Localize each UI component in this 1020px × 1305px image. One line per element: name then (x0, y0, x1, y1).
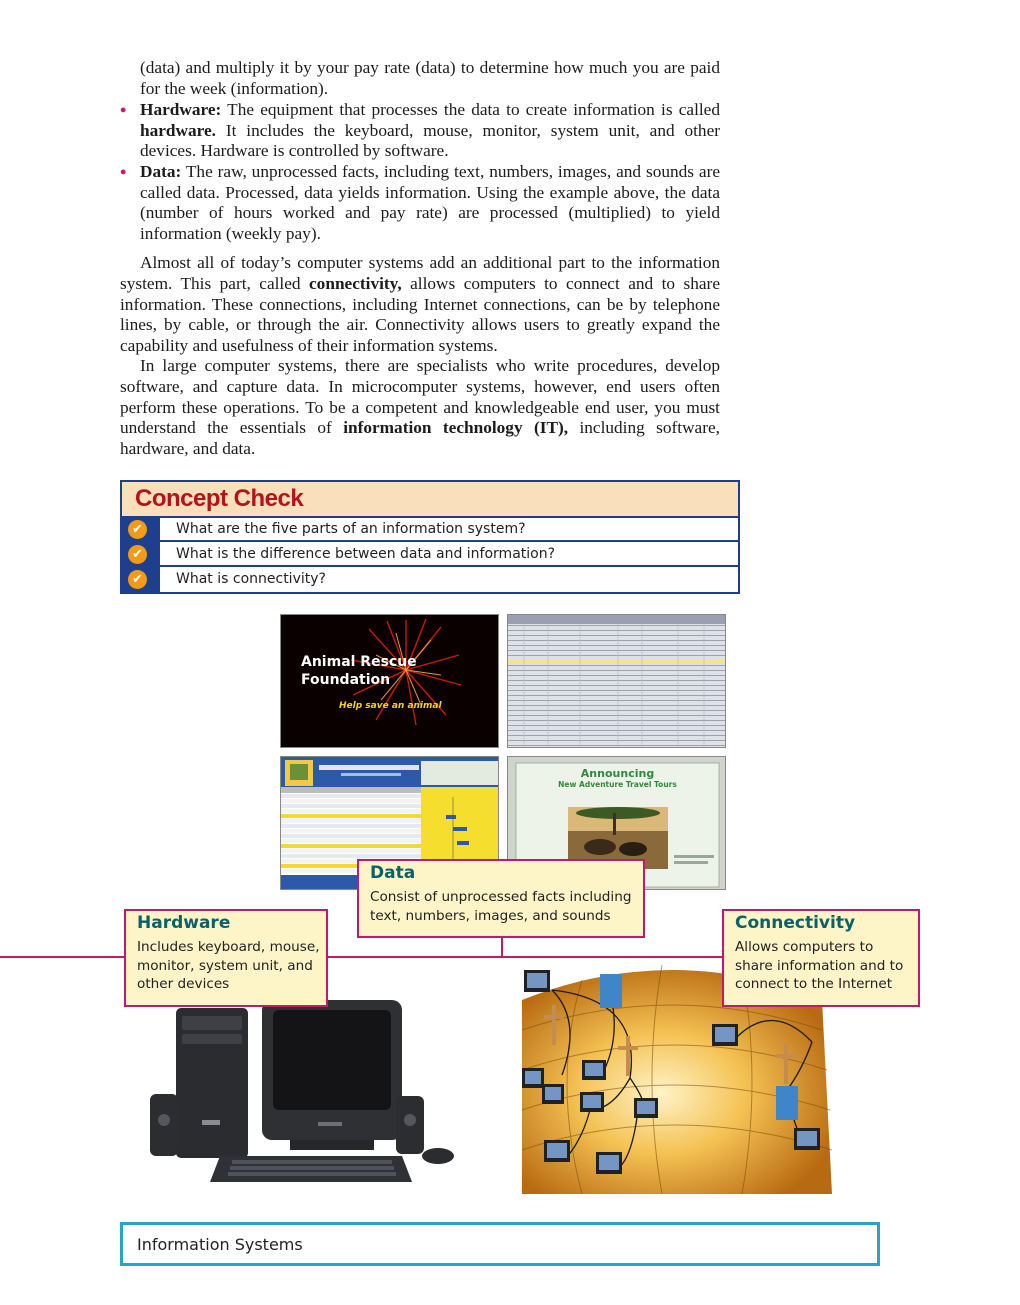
document-subheading: New Adventure Travel Tours (558, 780, 677, 789)
concept-check-header (122, 482, 738, 518)
question-text: What is the difference between data and information? (176, 546, 556, 562)
bullet-icon: • (120, 161, 127, 182)
spreadsheet-row (281, 829, 421, 833)
spreadsheet-row (281, 839, 421, 843)
document-heading: Announcing (580, 767, 655, 780)
concept-question (132, 568, 738, 592)
para-bold: information technology (IT), (343, 418, 569, 438)
callout-line: connect to the Internet (735, 976, 893, 992)
database-row-line (508, 650, 726, 651)
database-row-line (508, 740, 726, 741)
callout-line: Consist of unprocessed facts including (370, 889, 632, 905)
para-text: Almost all of today’s computer systems add an additional part to the information system. This part, called (120, 253, 720, 293)
spreadsheet-row (281, 794, 421, 798)
spreadsheet-row (281, 849, 421, 853)
question-text: What are the five parts of an information system? (176, 521, 526, 537)
database-row-line (508, 735, 726, 736)
bullet-data (120, 162, 720, 244)
database-row-line (508, 655, 726, 656)
spreadsheet-row (281, 844, 421, 848)
database-table-graphic (508, 615, 726, 748)
spreadsheet-row (281, 814, 421, 818)
presentation-screenshot (280, 614, 499, 748)
slide-title-line2: Foundation (301, 672, 391, 688)
spreadsheet-row (281, 809, 421, 813)
callout-connectivity-body (735, 938, 903, 994)
database-screenshot (507, 614, 726, 748)
bullet-text: It includes the keyboard, mouse, monitor, system unit, and other devices. Hardware is controlled by software. (140, 120, 720, 161)
database-row-line (508, 640, 726, 641)
callout-line: other devices (137, 976, 230, 992)
database-row-line (508, 695, 726, 696)
checkmark-icon: ✔ (128, 570, 147, 589)
concept-question (132, 543, 738, 567)
database-row-line (508, 665, 726, 666)
connector-line (328, 956, 722, 958)
checkmark-icon: ✔ (128, 545, 147, 564)
database-row-line (508, 675, 726, 676)
database-row-line (508, 685, 726, 686)
database-row-line (508, 690, 726, 691)
database-row-line (508, 715, 726, 716)
database-row-line (508, 720, 726, 721)
intro-paragraph (120, 58, 720, 99)
callout-hardware-title: Hardware (137, 913, 231, 933)
spreadsheet-row (281, 834, 421, 838)
spreadsheet-row (281, 824, 421, 828)
spreadsheet-row (281, 804, 421, 808)
footer-section-label: Information Systems (137, 1235, 303, 1254)
database-row-line (508, 730, 726, 731)
database-row-line (508, 630, 726, 631)
para-bold: connectivity, (309, 273, 402, 293)
paragraph-connectivity (120, 253, 720, 356)
footer-box (120, 1222, 880, 1266)
callout-line: Includes keyboard, mouse, (137, 939, 320, 955)
callout-data (357, 859, 645, 938)
concept-question (132, 518, 738, 542)
bullet-term: Hardware: (140, 100, 222, 120)
connector-line (0, 956, 124, 958)
bullet-icon: • (120, 100, 127, 121)
database-row-line (508, 705, 726, 706)
spreadsheet-row (281, 854, 421, 858)
database-row-line (508, 670, 726, 671)
intro-text: (data) and multiply it by your pay rate (data) to determine how much you are paid for the week (information). (140, 58, 720, 98)
question-text: What is connectivity? (176, 571, 326, 587)
database-row-line (508, 680, 726, 681)
bullet-hardware (120, 100, 720, 162)
bullet-text: The equipment that processes the data to create information is called (221, 100, 720, 120)
callout-connectivity (722, 909, 920, 1007)
connector-line (501, 938, 503, 958)
database-row-line (508, 645, 726, 646)
bullet-term: Data: (140, 161, 182, 181)
para-text: allows computers to connect and to share information. These connections, including Internet connections, can be by telephone lines, by cable, or through the air. Connectivity allows users to greatly expand the capability and usefulness of their information systems. (120, 273, 720, 355)
database-row-line (508, 725, 726, 726)
database-row-line (508, 635, 726, 636)
callout-line: text, numbers, images, and sounds (370, 907, 611, 924)
spreadsheet-row (281, 799, 421, 803)
slide-tagline: Help save an animal (339, 701, 442, 711)
callout-data-title: Data (370, 863, 416, 883)
bullet-bold: hardware. (140, 120, 217, 140)
concept-check-box (120, 480, 740, 594)
paragraph-it (120, 356, 720, 459)
body-text (120, 58, 720, 459)
database-row-line (508, 710, 726, 711)
callout-hardware (124, 909, 328, 1007)
callout-line: monitor, system unit, and (137, 957, 313, 974)
para-text: including software, hardware, and data. (120, 418, 720, 458)
concept-check-title: Concept Check (135, 485, 304, 512)
callout-hardware-body (137, 938, 320, 994)
spreadsheet-row (281, 819, 421, 823)
callout-data-body (370, 888, 631, 925)
database-row-line (508, 745, 726, 746)
desktop-computer-illustration (140, 1000, 470, 1182)
callout-line: share information and to (735, 957, 904, 974)
bullet-text: The raw, unprocessed facts, including text, numbers, images, and sounds are called data. Processed, data yields information. Using the example above, the data (number of hours worked and pay rate) are processed (multiplied) to yield information (weekly pay). (140, 161, 720, 243)
para-text: In large computer systems, there are specialists who write procedures, develop software, and capture data. In microcomputer systems, however, end users often perform these operations. To be a competent and knowledgeable end user, you must understand the essentials of (120, 356, 720, 438)
callout-line: Allows computers to (735, 939, 874, 955)
slide-title-line1: Animal Rescue (301, 654, 417, 670)
database-row-line (508, 700, 726, 701)
callout-connectivity-title: Connectivity (735, 913, 856, 933)
checkmark-icon: ✔ (128, 520, 147, 539)
database-row-line (508, 625, 726, 626)
